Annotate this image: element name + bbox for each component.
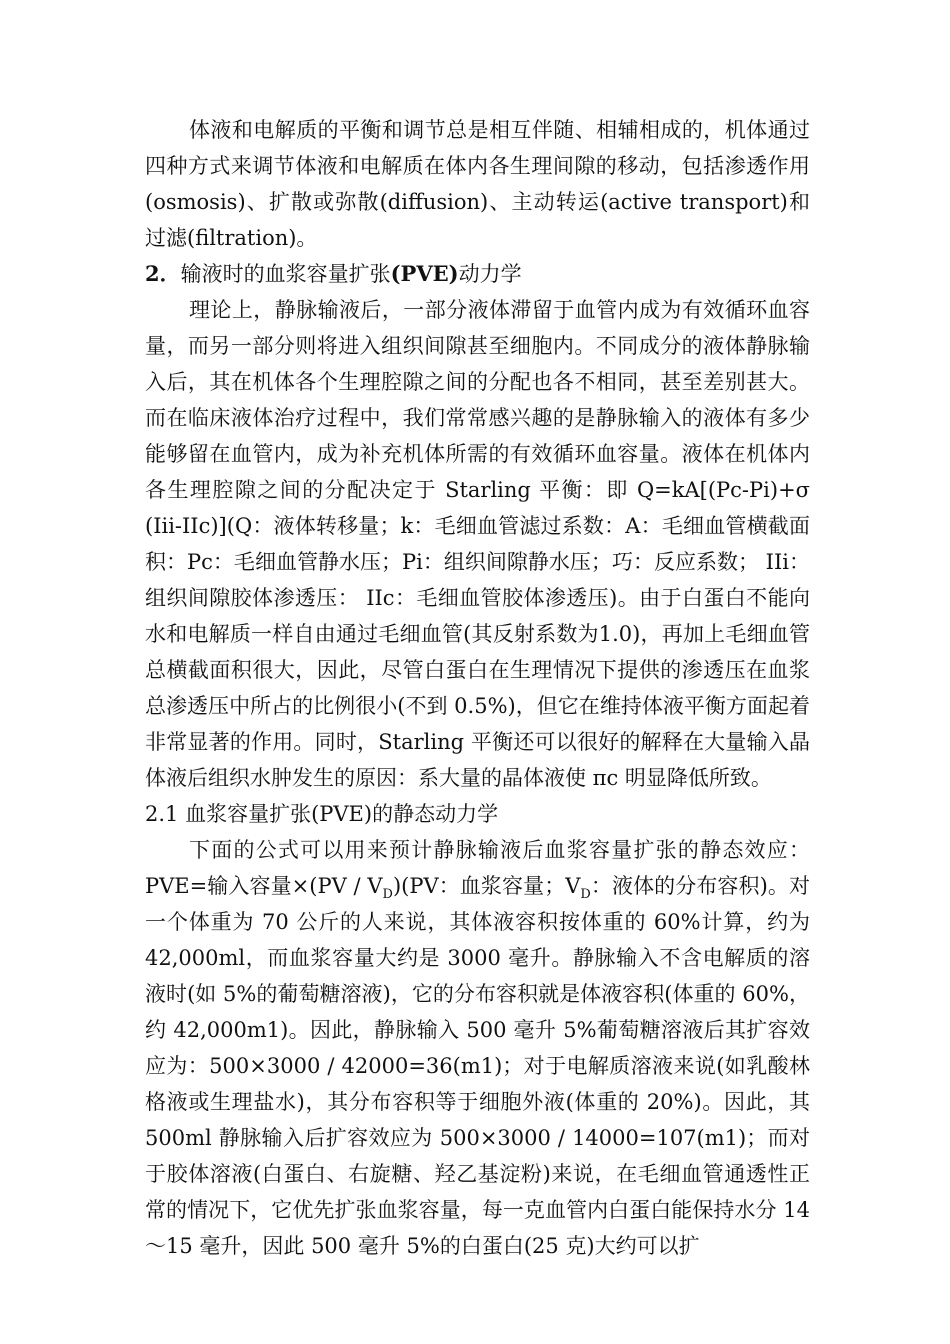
paragraph-starling-balance: 理论上，静脉输液后，一部分液体滞留于血管内成为有效循环血容量，而另一部分则将进入组织间隙甚至细胞内。不同成分的液体静脉输入后，其在机体各个生理腔隙之间的分配也各不相同，甚至差别甚大。而在临床液体治疗过程中，我们常常感兴趣的是静脉输入的液体有多少能够留在血管内，成为补充机体所需的有效循环血容量。液体在机体内各生理腔隙之间的分配决定于 Starling 平衡：即 Q=kA[(Pc-Pi)+σ (Iii-IIc)](Q：液体转移量；k：毛细血管滤过系数：A：毛细血管横截面积：Pc：毛细血管静水压；Pi：组织间隙静水压；巧：反应系数； IIi：组织间隙胶体渗透压： IIc：毛细血管胶体渗透压)。由于白蛋白不能向水和电解质一样自由通过毛细血管(其反射系数为1.0)，再加上毛细血管总横截面积很大，因此，尽管白蛋白在生理情况下提供的渗透压在血浆总渗透压中所占的比例很小(不到 0.5%)，但它在维持体液平衡方面起着非常显著的作用。同时，Starling 平衡还可以很好的解释在大量输入晶体液后组织水肿发生的原因：系大量的晶体液使 πc 明显降低所致。 (145, 298, 810, 790)
formula-lead: 下面的公式可以用来预计静脉输液后血浆容量扩张的静态效应：PVE=输入容量×(PV / V (145, 838, 810, 898)
section-heading-2 (145, 256, 810, 292)
document-page (145, 112, 810, 1264)
subscript-d-2: D (580, 887, 591, 903)
section-number: 2． (145, 261, 181, 286)
section-heading-2-1: 2.1 血浆容量扩张(PVE)的静态动力学 (145, 802, 499, 826)
paragraph-rest: ：液体的分布容积)。对一个体重为 70 公斤的人来说，其体液容积按体重的 60%计算，约为 42,000ml，而血浆容量大约是 3000 毫升。静脉输入不含电解质的溶液时(如 5%的葡萄糖溶液)，它的分布容积就是体液容积(体重的 60%，约 42,000m1)。因此，静脉输入 500 毫升 5%葡萄糖溶液后其扩容效应为：500×3000 / 42000=36(m1)；对于电解质溶液来说(如乳酸林格液或生理盐水)，其分布容积等于细胞外液(体重的 20%)。因此，其 500ml 静脉输入后扩容效应为 500×3000 / 14000=107(m1)；而对于胶体溶液(白蛋白、右旋糖、羟乙基淀粉)来说，在毛细血管通透性正常的情况下，它优先扩张血浆容量，每一克血管内白蛋白能保持水分 14～15 毫升，因此 500 毫升 5%的白蛋白(25 克)大约可以扩 (145, 874, 810, 1258)
formula-mid: )(PV：血浆容量；V (392, 874, 581, 898)
section-title-post: 动力学 (458, 262, 522, 286)
paragraph-fluid-regulation: 体液和电解质的平衡和调节总是相互伴随、相辅相成的，机体通过四种方式来调节体液和电解质在体内各生理间隙的移动，包括渗透作用(osmosis)、扩散或弥散(diffusion)、主动转运(active transport)和过滤(filtration)。 (145, 118, 810, 250)
subscript-d-1: D (382, 887, 393, 903)
section-title-pre: 输液时的血浆容量扩张 (180, 262, 391, 286)
paragraph-static-kinetics (145, 832, 810, 1264)
section-title-abbr: (PVE) (390, 261, 459, 286)
